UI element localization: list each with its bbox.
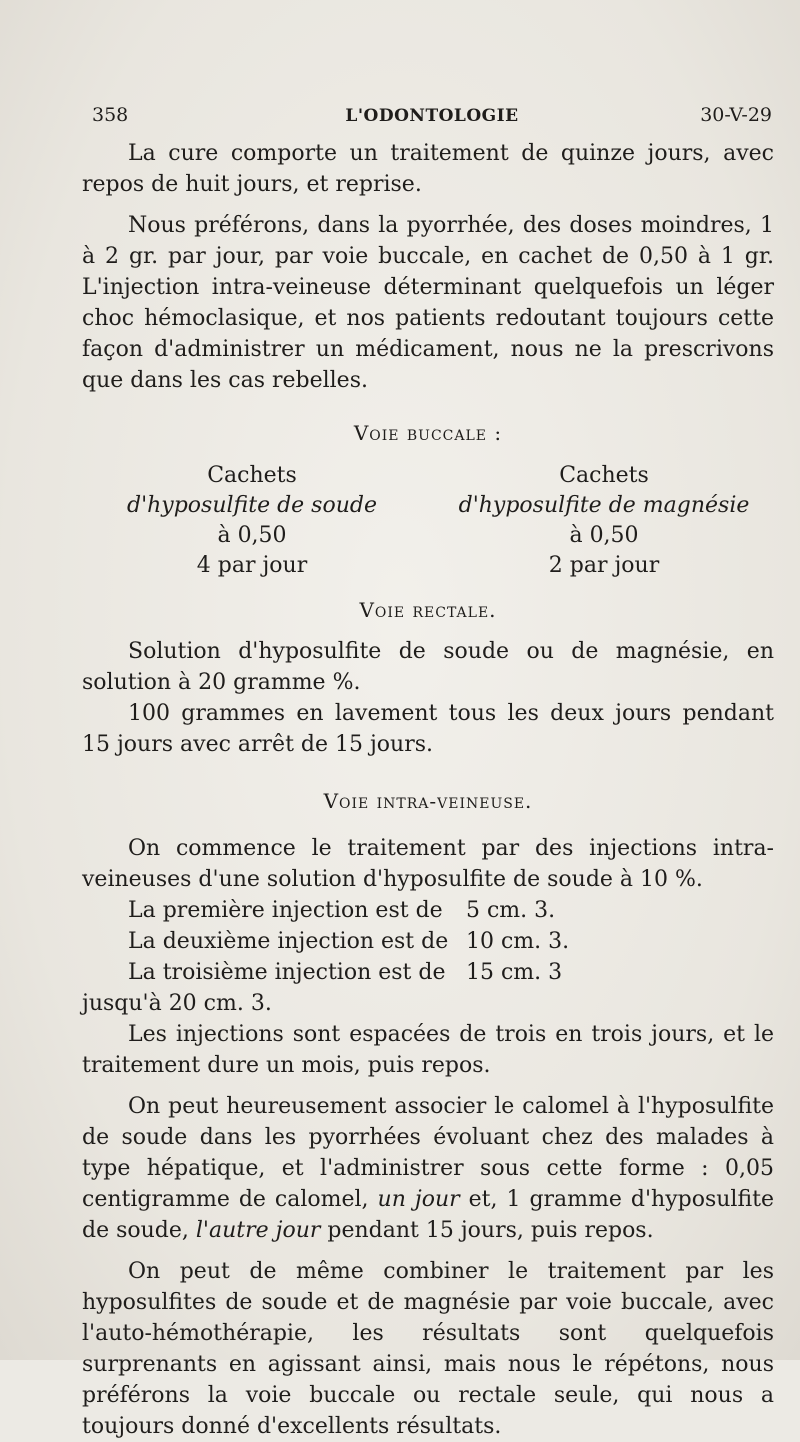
cachets-table (82, 461, 774, 581)
cachets-soude-frequency: 4 par jour (196, 553, 308, 578)
page-body (82, 138, 774, 1442)
heading-voie-buccale: Voie buccale : (353, 421, 503, 445)
injection-row (128, 895, 774, 926)
cachets-magnesie (434, 461, 774, 581)
paragraph-solution-rectale: Solution d'hyposulfite de soude ou de magnésie, en solution à 20 gramme %. (82, 639, 774, 695)
paragraph-calomel: On peut heureusement associer le calomel à l'hyposulfite de soude dans les pyorrhées évoluant chez des malades à type hépatique, et l'administrer sous cette forme : 0,05 centigramme de calomel, un jour et, 1 gramme d'hyposulfite de soude, l'autre jour pendant 15 jours, puis repos. (82, 1094, 774, 1243)
paragraph-cure: La cure comporte un traitement de quinze jours, avec repos de huit jours, et reprise. (82, 141, 774, 197)
paragraph-doses: Nous préférons, dans la pyorrhée, des doses moindres, 1 à 2 gr. par jour, par voie buccale, en cachet de 0,50 à 1 gr. L'injection intra-veineuse déterminant quelquefois un léger choc hémoclasique, et nos patients redoutant toujours cette façon d'administrer un médicament, nous ne la prescrivons que dans les cas rebelles. (82, 213, 774, 393)
injection-label: La troisième injection est de (128, 960, 446, 985)
issue-date: 30-V-29 (700, 104, 772, 126)
page-header (92, 104, 772, 130)
emphasis-autre-jour: l'autre jour (195, 1218, 321, 1243)
paragraph-lavement: 100 grammes en lavement tous les deux jours pendant 15 jours avec arrêt de 15 jours. (82, 701, 774, 757)
paragraph-combinaison: On peut de même combiner le traitement par les hyposulfites de soude et de magnésie par voie buccale, avec l'auto-hémothérapie, les résultats sont quelquefois surprenants en agissant ainsi, mais nous le répétons, nous préférons la voie buccale ou rectale seule, qui nous a toujours donné d'excellents résultats. (82, 1259, 774, 1439)
cachets-magnesie-dose: à 0,50 (569, 523, 639, 548)
injection-label: La deuxième injection est de (128, 929, 449, 954)
cachets-magnesie-frequency: 2 par jour (548, 553, 660, 578)
injection-max: jusqu'à 20 cm. 3. (82, 991, 272, 1016)
injection-row (128, 926, 774, 957)
cachets-soude-dose: à 0,50 (217, 523, 287, 548)
injection-value: 10 cm. 3. (466, 929, 570, 954)
journal-title: L'ODONTOLOGIE (345, 106, 519, 126)
heading-voie-intraveineuse: Voie intra-veineuse. (323, 789, 533, 813)
injection-label: La première injection est de (128, 898, 443, 923)
emphasis-un-jour: un jour (377, 1187, 460, 1212)
injection-value: 15 cm. 3 (466, 960, 563, 985)
injection-value: 5 cm. 3. (466, 898, 556, 923)
paragraph-injections: On commence le traitement par des injections intra-veineuses d'une solution d'hyposulfite de soude à 10 %. (82, 836, 774, 892)
cachets-soude-name: d'hyposulfite de soude (127, 493, 377, 518)
paragraph-espacement: Les injections sont espacées de trois en trois jours, et le traitement dure un mois, puis repos. (82, 1022, 774, 1078)
cachets-magnesie-label: Cachets (559, 463, 649, 488)
heading-voie-rectale: Voie rectale. (359, 598, 497, 622)
page-number: 358 (92, 104, 129, 126)
cachets-magnesie-name: d'hyposulfite de magnésie (458, 493, 750, 518)
cachets-soude (82, 461, 422, 581)
injection-row (128, 957, 774, 988)
cachets-soude-label: Cachets (207, 463, 297, 488)
